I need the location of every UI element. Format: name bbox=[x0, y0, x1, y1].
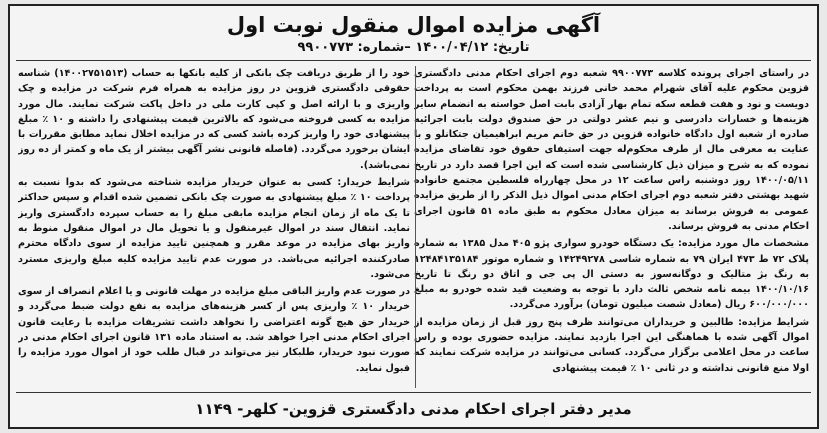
column-divider bbox=[415, 66, 416, 388]
header-divider bbox=[16, 60, 811, 61]
signature-line: مدیر دفتر اجرای احکام مدنی دادگستری قزوین- کلهر- ۱۱۴۹ bbox=[195, 400, 632, 418]
conditions-text: طالبین و خریداران می‌توانند ظرف پنج روز قبل از زمان مزایده از اموال آگهی شده با هماهنگی این اجرا بازدید نمایند. مزایده حضوری بوده و راس ساعت در محل اعلامی برگزار می‌گردد. کسانی می‌توانند در مزایده شرکت نمایند که اولا منع قانونی نداشته و در ثانی ۱۰ ٪ قیمت پیشنهادی bbox=[414, 316, 809, 374]
property-label: مشخصات مال مورد مزایده: bbox=[677, 238, 809, 250]
property-paragraph bbox=[414, 236, 809, 312]
buyer-label: شرایط خریدار: bbox=[337, 177, 410, 189]
property-text: یک دستگاه خودرو سواری پژو ۴۰۵ مدل ۱۳۸۵ به شماره پلاک ۷۲ ط ۴۷۳ ایران ۷۹ به شماره شاسی ۱۴۲۴۹۲۷۸ و شماره موتور ۱۲۴۸۴۱۳۵۱۸۴ به رنگ بژ متالیک و دوگانه‌سوز به دستی ال پی جی و اتاق دو رنگ تا تاریخ ۱۴۰۰/۱۰/۱۶ بیمه نامه شخص ثالث دارد با توجه به وضعیت قید شده خودرو به مبلغ ۶۰۰/۰۰۰/۰۰۰ ریال (معادل شصت میلیون تومان) برآورد می‌گردد. bbox=[414, 238, 809, 311]
final-paragraph: در صورت عدم واریز الباقی مبلغ مزایده در مهلت قانونی و یا اعلام انصراف از سوی خریدار ۱۰ ٪ واریزی پس از کسر هزینه‌های مزایده به نفع دولت ضبط می‌گردد و خریدار حق هیچ گونه اعتراضی را نخواهد داشت تشریفات مزایده با رعایت قانون اجرای احکام مدنی اجرا خواهد شد. به استناد ماده ۱۳۱ قانون اجرای احکام مدنی در صورت نبود خریدار، طلبکار نیز می‌تواند در قبال طلب خود از اموال مورد مزایده را قبول نماید. bbox=[18, 286, 410, 374]
buyer-text: کسی به عنوان خریدار مزایده شناخته می‌شود که بدوا نسبت به پرداخت ۱۰ ٪ مبلغ پیشنهادی به صورت چک بانکی تضمین شده اقدام و سپس حداکثر تا یک ماه از زمان انجام مزایده مابقی مبلغ را به حساب سپرده دادگستری واریز نماید. انتقال سند در اموال غیرمنقول و یا تحویل مال در اموال منقول منوط به واریز بهای مزایده در موعد مقرر و همچنین تایید مزایده از سوی دادگاه محترم صادرکننده اجرائیه می‌باشد. در صورت عدم تایید مزایده کلیه مبلغ واریزی مسترد می‌شود. bbox=[18, 177, 410, 280]
notice-title: آگهی مزایده اموال منقول نوبت اول bbox=[226, 13, 601, 37]
buyer-paragraph bbox=[18, 175, 410, 282]
continuation-paragraph: خود را از طریق دریافت چک بانکی از کلیه بانکها به حساب (۱۴۰۰۲۷۵۱۵۱۳) شناسه حقوقی دادگستری قزوین در روز مزایده به همراه فرم شرکت در مزایده و چک واریزی و با ارائه اصل و کپی کارت ملی در داخل پاکت شرکت نمایند. مال مورد مزایده به کسی فروخته می‌شود که بالاترین قیمت پیشنهادی را داشته و ۱۰ ٪ مبلغ پیشنهادی خود را واریز کرده باشد کسی که در مزایده اخلال نماید مطابق مقررات با ایشان برخورد می‌گردد. (فاصله قانونی نشر آگهی بیشتر از یک ماه و کمتر از ده روز نمی‌باشد). bbox=[18, 68, 410, 171]
notice-date-number: تاریخ: ۱۴۰۰/۰۴/۱۲ –شماره: ۹۹۰۰۷۷۳ bbox=[297, 40, 530, 55]
left-column bbox=[18, 66, 410, 388]
right-column bbox=[414, 66, 809, 388]
conditions-label: شرایط مزایده: bbox=[738, 316, 809, 328]
auction-notice bbox=[8, 4, 819, 429]
footer-divider bbox=[16, 392, 811, 393]
intro-paragraph: در راستای اجرای پرونده کلاسه ۹۹۰۰۷۷۳ شعبه دوم اجرای احکام مدنی دادگستری قزوین محکوم علیه آقای شهرام محمد خانی فرزند بهمن محکوم است به پرداخت دویست و نود و هفت قطعه سکه تمام بهار آزادی بابت اصل خواسته به انضمام سایر هزینه‌ها و خسارات دادرسی و نیم عشر دولتی در حق صندوق دولت بابت اجرائیه صادره از شعبه اول دادگاه خانواده قزوین در حق خانم مریم ابراهیمیان جتکانلو و با عنایت به معرفی مال از طرف محکوم‌له جهت استیفای حقوق خود تقاضای مزایده نموده که به شرح و میزان ذیل کارشناسی شده است که این اجرا قصد دارد در تاریخ ۱۴۰۰/۰۵/۱۱ روز دوشنبه راس ساعت ۱۲ در محل چهارراه فلسطین مجتمع خانواده شهید بهشتی دفتر شعبه دوم اجرای احکام مدنی اموال ذیل الذکر را از طریق مزایده عمومی به فروش برساند به میزان معادل محکوم به طبق ماده ۵۱ قانون اجرای احکام مدنی به فروش برساند. bbox=[414, 68, 809, 232]
conditions-paragraph bbox=[414, 315, 809, 376]
